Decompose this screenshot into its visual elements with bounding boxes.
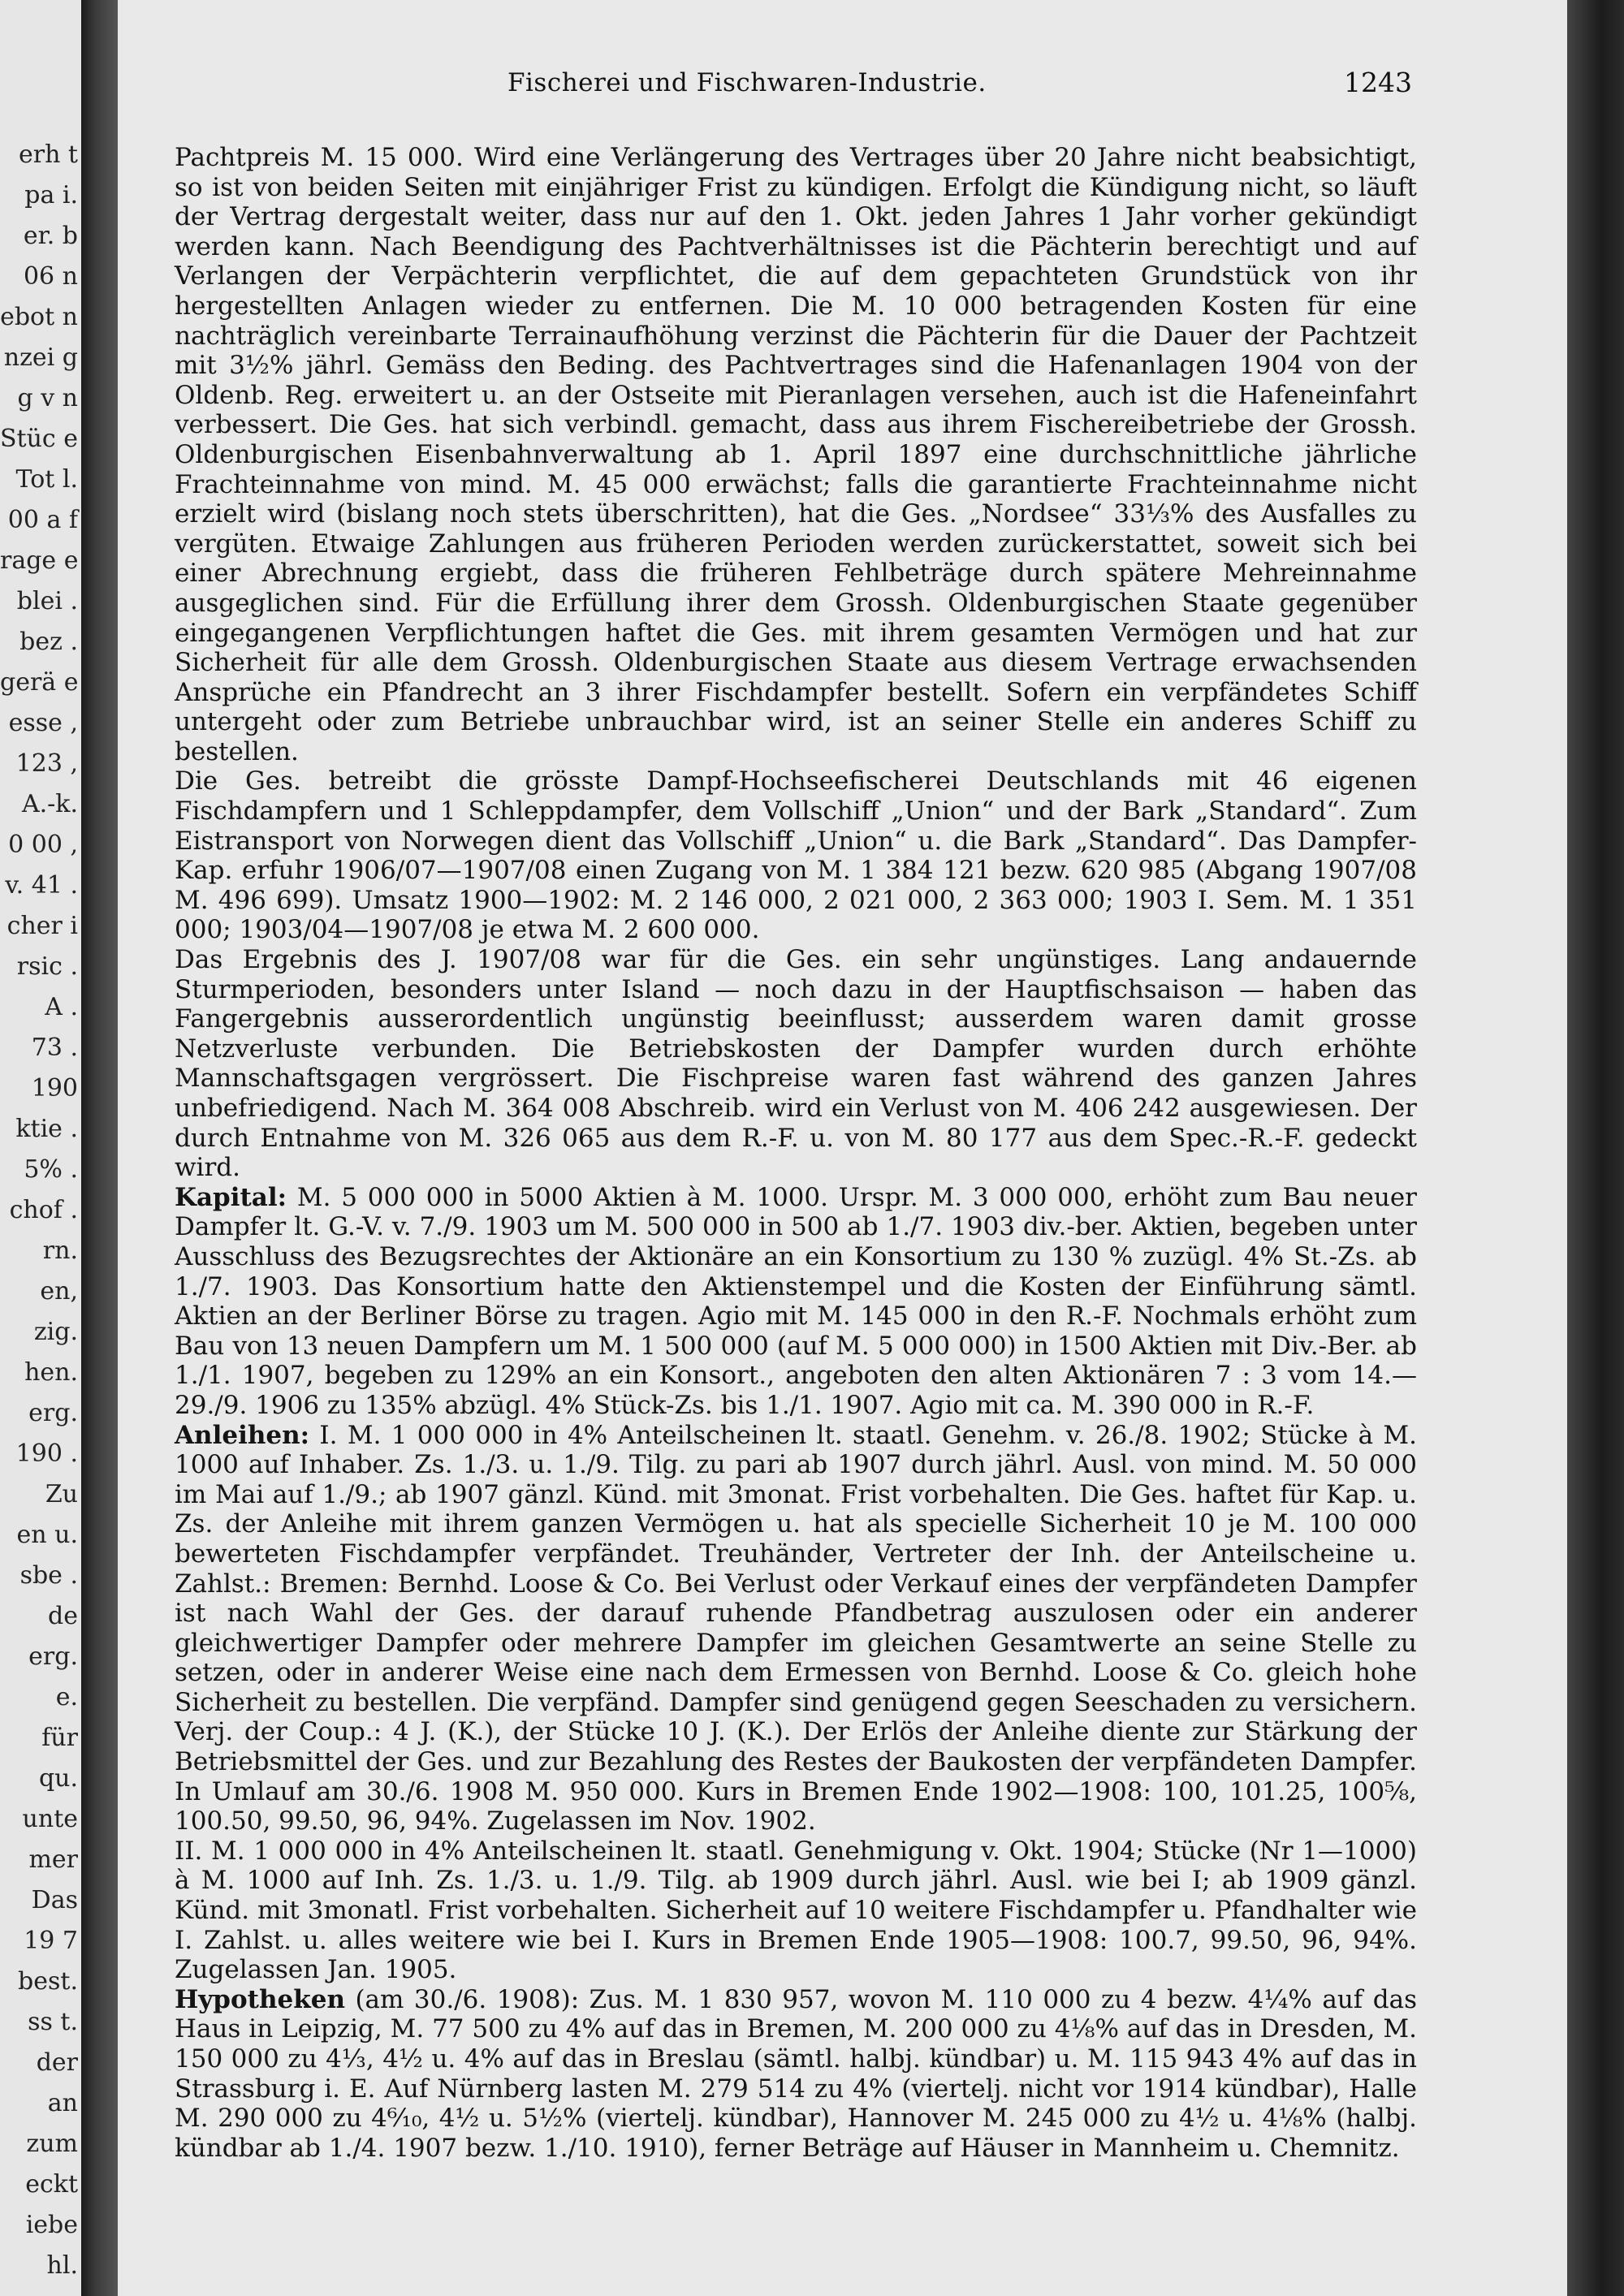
fragment-text: Zu	[45, 1480, 78, 1508]
fragment-text: e.	[55, 1683, 78, 1711]
fragment-text: v. 41 .	[5, 871, 78, 900]
paragraph-text: M. 5 000 000 in 5000 Aktien à M. 1000. Urspr. M. 3 000 000, erhöht zum Bau neuer Dampfer lt. G.-V. v. 7./9. 1903 um M. 500 000 in 500 ab 1./7. 1903 div.-ber. Aktien, begeben unter Ausschluss des Bezugsrechtes der Aktionäre an ein Konsortium zu 130 % zuzügl. 4% St.-Zs. ab 1./7. 1903. Das Konsortium hatte den Aktienstempel und die Kosten der Einführung sämtl. Aktien an der Berliner Börse zu tragen. Agio mit M. 145 000 in den R.-F. Nochmals erhöht zum Bau von 13 neuen Dampfern um M. 1 500 000 (auf M. 5 000 000) in 1500 Aktien mit Div.-Ber. ab 1./1. 1907, begeben zu 129% an ein Konsort., angeboten den alten Aktionären 7 : 3 vom 14.—29./9. 1906 zu 135% abzügl. 4% Stück-Zs. bis 1./1. 1907. Agio mit ca. M. 390 000 in R.-F.	[175, 1182, 1417, 1420]
fragment-text: unte	[22, 1805, 78, 1833]
fragment-text: qu.	[38, 1764, 78, 1793]
fragment-text: erh t	[18, 140, 78, 169]
fragment-text: gerä e	[0, 668, 79, 697]
paragraph-anleihen-2	[175, 1836, 1417, 1985]
paragraph-betrieb	[175, 766, 1417, 945]
fragment-text: Tot l.	[15, 465, 78, 494]
paragraph-text: Das Ergebnis des J. 1907/08 war für die Ges. ein sehr ungünstiges. Lang andauernde Sturmperioden, besonders unter Island — noch dazu in der Hauptfischsaison — haben das Fangergebnis ausserordentlich ungünstig beeinflusst; ausserdem waren damit grosse Netzverluste verbunden. Die Betriebskosten der Dampfer wurden durch erhöhte Mannschaftsgagen vergrössert. Die Fischpreise waren fast während des ganzen Jahres unbefriedigend. Nach M. 364 008 Abschreib. wird ein Verlust von M. 406 242 ausgewiesen. Der durch Entnahme von M. 326 065 aus dem R.-F. u. von M. 80 177 aus dem Spec.-R.-F. gedeckt wird.	[175, 945, 1417, 1183]
fragment-text: cher i	[6, 912, 78, 940]
section-label-hypotheken: Hypotheken	[175, 1984, 345, 2014]
fragment-text: ss t.	[28, 2008, 78, 2036]
fragment-text: an	[47, 2089, 78, 2117]
paragraph-text: (am 30./6. 1908): Zus. M. 1 830 957, wovon M. 110 000 zu 4 bezw. 4¼% auf das Haus in Leipzig, M. 77 500 zu 4% auf das in Bremen, M. 200 000 zu 4⅛% auf das in Dresden, M. 150 000 zu 4⅓, 4½ u. 4% auf das in Breslau (sämtl. halbj. kündbar) u. M. 115 943 4% auf das in Strassburg i. E. Auf Nürnberg lasten M. 279 514 zu 4% (viertelj. nicht vor 1914 kündbar), Halle M. 290 000 zu 4⁶⁄₁₀, 4½ u. 5½% (viertelj. kündbar), Hannover M. 245 000 zu 4½ u. 4⅛% (halbj. kündbar ab 1./4. 1907 bezw. 1./10. 1910), ferner Beträge auf Häuser in Mannheim u. Chemnitz.	[175, 1984, 1417, 2163]
fragment-text: nzei g	[3, 343, 78, 372]
fragment-text: ebot n	[0, 303, 78, 331]
fragment-text: esse ,	[8, 709, 78, 737]
paragraph-text: II. M. 1 000 000 in 4% Anteilscheinen lt. staatl. Genehmigung v. Okt. 1904; Stücke (Nr 1—1000) à M. 1000 auf Inh. Zs. 1./3. u. 1./9. Tilg. ab 1909 durch jährl. Ausl. wie bei I; ab 1909 gänzl. Künd. mit 3monatl. Frist vorbehalten. Sicherheit auf 10 weitere Fischdampfer u. Pfandhalter wie I. Zahlst. u. alles weitere wie bei I. Kurs in Bremen Ende 1905—1908: 100.7, 99.50, 96, 94%. Zugelassen Jan. 1905.	[175, 1836, 1417, 1985]
section-label-anleihen: Anleihen:	[175, 1420, 310, 1450]
fragment-text: en u.	[16, 1521, 78, 1549]
fragment-text: hl.	[46, 2251, 78, 2280]
fragment-text: 190 .	[15, 1439, 78, 1468]
paragraph-text: Die Ges. betreibt die grösste Dampf-Hochseefischerei Deutschlands mit 46 eigenen Fischdampfern und 1 Schleppdampfer, dem Vollschiff „Union“ und der Bark „Standard“. Zum Eistransport von Norwegen dient das Vollschiff „Union“ u. die Bark „Standard“. Das Dampfer-Kap. erfuhr 1906/07—1907/08 einen Zugang von M. 1 384 121 bezw. 620 985 (Abgang 1907/08 M. 496 699). Umsatz 1900—1902: M. 2 146 000, 2 021 000, 2 363 000; 1903 I. Sem. M. 1 351 000; 1903/04—1907/08 je etwa M. 2 600 000.	[175, 766, 1417, 945]
fragment-text: 0 00 ,	[8, 831, 78, 859]
fragment-text: rage e	[0, 546, 79, 575]
paragraph-ergebnis	[175, 945, 1417, 1183]
fragment-text: sbe .	[19, 1561, 78, 1590]
fragment-text: erg.	[28, 1642, 78, 1671]
paragraph-text: Pachtpreis M. 15 000. Wird eine Verlängerung des Vertrages über 20 Jahre nicht beabsichtigt, so ist von beiden Seiten mit einjähriger Frist zu kündigen. Erfolgt die Kündigung nicht, so läuft der Vertrag dergestalt weiter, dass nur auf den 1. Okt. jeden Jahres 1 Jahr vorher gekündigt werden kann. Nach Beendigung des Pachtverhältnisses ist die Pächterin berechtigt und auf Verlangen der Verpächterin verpflichtet, die auf dem gepachteten Grundstück von ihr hergestellten Anlagen wieder zu entfernen. Die M. 10 000 betragenden Kosten für eine nachträglich vereinbarte Terrainaufhöhung verzinst die Pächterin für die Dauer der Pachtzeit mit 3½% jährl. Gemäss den Beding. des Pachtvertrages sind die Hafenanlagen 1904 von der Oldenb. Reg. erweitert u. an der Ostseite mit Pieranlagen versehen, auch ist die Hafeneinfahrt verbessert. Die Ges. hat sich verbindl. gemacht, dass aus ihrem Fischereibetriebe der Grossh. Oldenburgischen Eisenbahnverwaltung ab 1. April 1897 eine durchschnittliche jährliche Frachteinnahme von mind. M. 45 000 erwächst; falls die garantierte Frachteinnahme nicht erzielt wird (bislang noch stets überschritten), hat die Ges. „Nordsee“ 33⅓% des Ausfalles zu vergüten. Etwaige Zahlungen aus früheren Perioden werden zurückerstattet, soweit sich bei einer Abrechnung ergiebt, dass die früheren Fehlbeträge durch spätere Mehreinnahme ausgeglichen sind. Für die Erfüllung ihrer dem Grossh. Oldenburgischen Staate gegenüber eingegangenen Verpflichtungen haftet die Ges. mit ihrem gesamten Vermögen und hat zur Sicherheit für alle dem Grossh. Oldenburgischen Staate aus diesem Vertrage erwachsenden Ansprüche ein Pfandrecht an 3 ihrer Fischdampfer bestellt. Sofern ein verpfändetes Schiff untergeht oder zum Betriebe unbrauchbar wird, ist an seiner Stelle ein anderes Schiff zu bestellen.	[175, 143, 1417, 766]
fragment-text: bez .	[19, 628, 78, 656]
fragment-text: 123 ,	[15, 749, 78, 778]
fragment-text: 73 .	[31, 1034, 78, 1062]
fragment-text: zum	[26, 2130, 78, 2158]
fragment-text: A .	[45, 993, 78, 1021]
fragment-text: blei .	[16, 587, 78, 615]
fragment-text: 19 7	[24, 1927, 78, 1955]
page-number: 1243	[1344, 67, 1412, 98]
paragraph-hypotheken	[175, 1985, 1417, 2164]
fragment-text: ktie .	[15, 1115, 78, 1143]
fragment-text: er. b	[23, 222, 78, 250]
adjacent-page-fragment	[0, 0, 81, 2296]
paragraph-text: I. M. 1 000 000 in 4% Anteilscheinen lt. staatl. Genehm. v. 26./8. 1902; Stücke à M. 1000 auf Inhaber. Zs. 1./3. u. 1./9. Tilg. zu pari ab 1907 durch jährl. Ausl. von mind. M. 50 000 im Mai auf 1./9.; ab 1907 gänzl. Künd. mit 3monat. Frist vorbehalten. Die Ges. haftet für Kap. u. Zs. der Anleihe mit ihrem ganzen Vermögen u. hat als specielle Sicherheit 10 je M. 100 000 bewerteten Fischdampfer verpfändet. Treuhänder, Vertreter der Inh. der Anteilscheine u. Zahlst.: Bremen: Bernhd. Loose & Co. Bei Verlust oder Verkauf eines der verpfändeten Dampfer ist nach Wahl der Ges. der darauf ruhende Pfandbetrag auszulosen oder ein anderer gleichwertiger Dampfer oder mehrere Dampfer im gleichen Gesamtwerte an seine Stelle zu setzen, oder in anderer Weise eine nach dem Ermessen von Bernhd. Loose & Co. gleich hohe Sicherheit zu bestellen. Die verpfänd. Dampfer sind genügend gegen Seeschaden zu versichern. Verj. der Coup.: 4 J. (K.), der Stücke 10 J. (K.). Der Erlös der Anleihe diente zur Stärkung der Betriebsmittel der Ges. und zur Bezahlung des Restes der Baukosten der verpfändeten Dampfer. In Umlauf am 30./6. 1908 M. 950 000. Kurs in Bremen Ende 1902—1908: 100, 101.25, 100⅝, 100.50, 99.50, 96, 94%. Zugelassen im Nov. 1902.	[175, 1420, 1417, 1836]
fragment-text: der	[36, 2048, 78, 2077]
fragment-text: pa i.	[24, 181, 78, 209]
running-title: Fischerei und Fischwaren-Industrie.	[508, 68, 987, 97]
paragraph-pachtvertrag	[175, 143, 1417, 766]
page-header	[118, 68, 1567, 101]
book-page	[118, 0, 1567, 2296]
fragment-text: de	[48, 1602, 78, 1630]
fragment-text: zig.	[33, 1318, 78, 1346]
book-gutter-shadow	[81, 0, 118, 2296]
fragment-text: iebe	[25, 2211, 78, 2239]
section-label-kapital: Kapital:	[175, 1182, 287, 1212]
paragraph-anleihen-1	[175, 1421, 1417, 1836]
fragment-text: 190	[31, 1074, 78, 1103]
fragment-text: 5% .	[24, 1155, 78, 1184]
fragment-text: en,	[40, 1277, 78, 1306]
fragment-text: für	[41, 1724, 78, 1752]
book-edge-shadow	[1567, 0, 1624, 2296]
fragment-text: hen.	[24, 1358, 78, 1387]
fragment-text: 06 n	[23, 262, 78, 291]
fragment-text: Stüc e	[0, 425, 79, 453]
fragment-text: eckt	[25, 2170, 78, 2199]
fragment-text: rsic .	[16, 952, 78, 981]
fragment-text: 00 a f	[7, 506, 78, 534]
fragment-text: g v n	[17, 384, 78, 412]
fragment-text: mer	[28, 1845, 78, 1874]
fragment-text: chof .	[9, 1196, 78, 1224]
paragraph-kapital	[175, 1183, 1417, 1421]
fragment-text: rn.	[42, 1236, 78, 1265]
fragment-text: A.-k.	[21, 790, 78, 818]
fragment-text: erg.	[28, 1399, 78, 1427]
fragment-text: Das	[31, 1886, 78, 1914]
body-text	[175, 143, 1417, 2163]
fragment-text: best.	[18, 1967, 78, 1996]
